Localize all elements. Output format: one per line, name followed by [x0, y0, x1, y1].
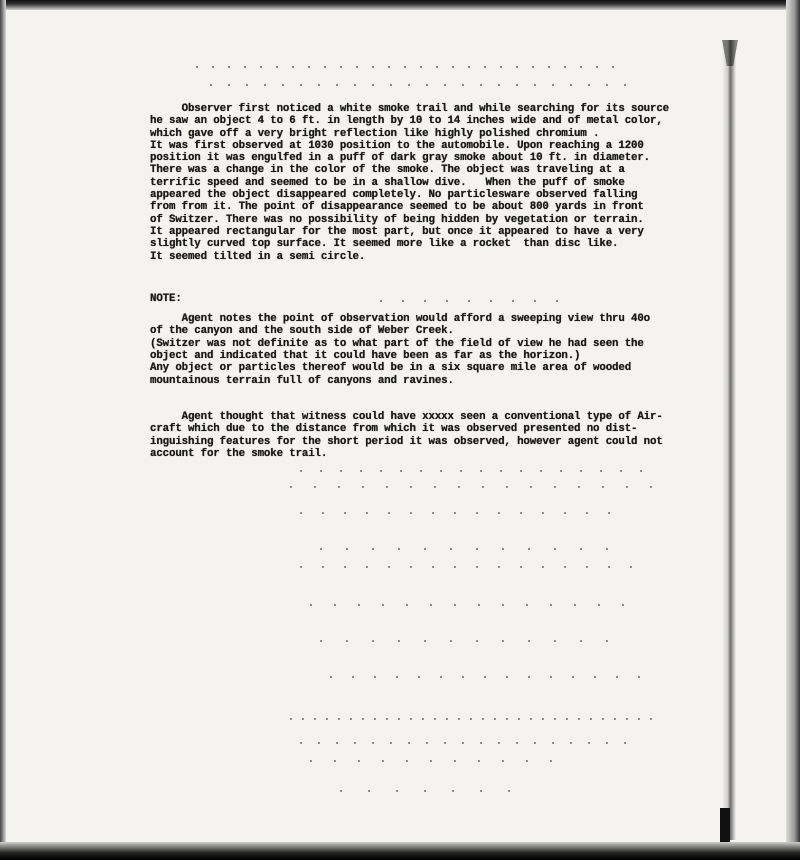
scan-speck [532, 66, 534, 68]
scan-speck [300, 742, 302, 744]
note-paragraph [150, 313, 690, 387]
scan-speck [598, 604, 600, 606]
scan-speck [210, 84, 212, 86]
scan-speck [602, 486, 604, 488]
scan-speck [350, 718, 352, 720]
scan-speck [490, 300, 492, 302]
scan-speck [374, 718, 376, 720]
scan-speck [390, 742, 392, 744]
scan-speck [408, 84, 410, 86]
scan-speck [326, 718, 328, 720]
scan-speck [386, 486, 388, 488]
scan-speck [622, 604, 624, 606]
scan-speck [338, 718, 340, 720]
scan-speck [612, 66, 614, 68]
scan-speck [440, 676, 442, 678]
scan-speck [330, 676, 332, 678]
scan-speck [426, 742, 428, 744]
scan-speck [480, 84, 482, 86]
text-line: terrific speed and seemed to be in a shallow dive. When the puff of smoke [150, 176, 625, 189]
scan-speck [650, 486, 652, 488]
scan-edge-top [0, 0, 800, 10]
scan-speck [564, 66, 566, 68]
scan-speck [516, 66, 518, 68]
scan-speck [620, 470, 622, 472]
scan-speck [444, 84, 446, 86]
scan-speck [320, 548, 322, 550]
text-line: (Switzer was not definite as to what part of the field of view he had seen the [150, 337, 644, 350]
scan-speck [478, 604, 480, 606]
scan-speck [334, 604, 336, 606]
scan-speck [580, 470, 582, 472]
scan-speck [430, 760, 432, 762]
scan-speck [426, 84, 428, 86]
scan-speck [404, 66, 406, 68]
scan-speck [358, 604, 360, 606]
scan-speck [336, 84, 338, 86]
scan-speck [432, 512, 434, 514]
text-line: of the canyon and the south side of Weber Creek. [150, 325, 454, 338]
scan-speck [300, 512, 302, 514]
scan-speck [308, 66, 310, 68]
scan-speck [554, 548, 556, 550]
scan-speck [528, 676, 530, 678]
scan-speck [630, 566, 632, 568]
scan-speck [500, 66, 502, 68]
scan-speck [480, 742, 482, 744]
scan-speck [314, 718, 316, 720]
scan-speck [408, 742, 410, 744]
scan-speck [462, 742, 464, 744]
scan-speck [450, 640, 452, 642]
scan-speck [594, 676, 596, 678]
scan-speck [314, 486, 316, 488]
scan-edge-right [786, 0, 800, 860]
scan-speck [502, 548, 504, 550]
scan-speck [196, 66, 198, 68]
scan-speck [606, 742, 608, 744]
scan-speck [484, 676, 486, 678]
scan-speck [626, 718, 628, 720]
scan-speck [476, 566, 478, 568]
text-line: of Switzer. There was no possibility of being hidden by vegetation or terrain. [150, 213, 644, 226]
scan-speck [398, 548, 400, 550]
scan-speck [302, 718, 304, 720]
text-line: There was a change in the color of the smoke. The object was traveling at a [150, 164, 625, 177]
scan-speck [410, 486, 412, 488]
scan-speck [498, 512, 500, 514]
scan-speck [320, 470, 322, 472]
scan-speck [600, 470, 602, 472]
scan-speck [388, 66, 390, 68]
scan-speck [530, 486, 532, 488]
scan-speck [572, 676, 574, 678]
scan-speck [468, 300, 470, 302]
scan-speck [588, 84, 590, 86]
scan-speck [586, 566, 588, 568]
scan-speck [476, 548, 478, 550]
scan-speck [264, 84, 266, 86]
scan-speck [470, 718, 472, 720]
scan-speck [624, 742, 626, 744]
scan-speck [518, 718, 520, 720]
scan-speck [516, 84, 518, 86]
scan-speck [596, 66, 598, 68]
scan-speck [372, 66, 374, 68]
scan-speck [424, 790, 426, 792]
scan-speck [336, 742, 338, 744]
scan-speck [212, 66, 214, 68]
scan-speck [500, 470, 502, 472]
scan-speck [366, 566, 368, 568]
scan-speck [410, 718, 412, 720]
scan-speck [360, 470, 362, 472]
scan-speck [458, 486, 460, 488]
scan-speck [516, 742, 518, 744]
scan-speck [372, 548, 374, 550]
scan-speck [344, 512, 346, 514]
scan-speck [260, 66, 262, 68]
scan-speck [626, 486, 628, 488]
scan-speck [340, 790, 342, 792]
scan-speck [372, 742, 374, 744]
scan-speck [366, 512, 368, 514]
scan-speck [542, 718, 544, 720]
scan-speck [324, 66, 326, 68]
scan-speck [580, 640, 582, 642]
scan-speck [530, 718, 532, 720]
scan-speck [434, 718, 436, 720]
scan-speck [554, 718, 556, 720]
scan-speck [454, 512, 456, 514]
scan-speck [282, 84, 284, 86]
scan-speck [624, 84, 626, 86]
scan-speck [606, 548, 608, 550]
scan-speck [534, 84, 536, 86]
scan-speck [390, 84, 392, 86]
scan-speck [322, 512, 324, 514]
scan-speck [398, 718, 400, 720]
scan-speck [608, 512, 610, 514]
scan-speck [374, 676, 376, 678]
scan-speck [484, 66, 486, 68]
scan-speck [566, 718, 568, 720]
scan-speck [554, 486, 556, 488]
scan-speck [420, 66, 422, 68]
scan-speck [540, 470, 542, 472]
scan-speck [344, 566, 346, 568]
scan-speck [480, 470, 482, 472]
scan-speck [300, 470, 302, 472]
scan-speck [406, 760, 408, 762]
report-text [150, 103, 690, 460]
scan-speck [462, 84, 464, 86]
scan-speck [444, 742, 446, 744]
scan-speck [356, 66, 358, 68]
scan-speck [552, 742, 554, 744]
scan-speck [372, 640, 374, 642]
scan-speck [400, 470, 402, 472]
scan-speck [320, 640, 322, 642]
scan-speck [380, 300, 382, 302]
scan-speck [586, 512, 588, 514]
scan-speck [548, 66, 550, 68]
scan-speck [346, 548, 348, 550]
scan-speck [228, 66, 230, 68]
scan-speck [564, 566, 566, 568]
scan-speck [362, 486, 364, 488]
scan-speck [290, 718, 292, 720]
scan-speck [340, 470, 342, 472]
scan-speck [520, 566, 522, 568]
text-line: he saw an object 4 to 6 ft. in length by 10 to 14 inches wide and of metal color, [150, 115, 663, 128]
scan-speck [506, 676, 508, 678]
scan-speck [318, 742, 320, 744]
scan-speck [424, 640, 426, 642]
scan-speck [638, 718, 640, 720]
scan-speck [388, 566, 390, 568]
scan-speck [434, 486, 436, 488]
scan-speck [580, 548, 582, 550]
scan-speck [424, 300, 426, 302]
scan-speck [458, 718, 460, 720]
scan-speck [508, 790, 510, 792]
scan-speck [290, 486, 292, 488]
scan-speck [564, 512, 566, 514]
scan-speck [528, 640, 530, 642]
observation-paragraph [150, 103, 690, 263]
scan-speck [406, 604, 408, 606]
text-line: It appeared rectangular for the most part, but once it appeared to have a very [150, 225, 644, 238]
scan-speck [446, 300, 448, 302]
scan-speck [590, 718, 592, 720]
scan-speck [534, 300, 536, 302]
scan-speck [498, 742, 500, 744]
scan-edge-left [0, 0, 6, 860]
scan-speck [542, 566, 544, 568]
scan-speck [352, 676, 354, 678]
scan-speck [228, 84, 230, 86]
scan-speck [396, 790, 398, 792]
scan-speck [502, 760, 504, 762]
scan-speck [462, 676, 464, 678]
scan-speck [410, 566, 412, 568]
scan-speck [452, 790, 454, 792]
scan-speck [502, 604, 504, 606]
scan-speck [574, 604, 576, 606]
scan-speck [398, 640, 400, 642]
scan-speck [244, 66, 246, 68]
scan-speck [388, 512, 390, 514]
text-line: Observer first noticed a white smoke trail and while searching for its source [150, 103, 669, 115]
text-line: craft which due to the distance from which it was observed presented no dist- [150, 423, 638, 436]
scan-speck [650, 718, 652, 720]
scan-speck [460, 470, 462, 472]
scan-speck [476, 640, 478, 642]
scan-speck [368, 790, 370, 792]
text-line: slightly curved top surface. It seemed more like a rocket than disc like. [150, 238, 619, 251]
scan-speck [608, 566, 610, 568]
scan-speck [454, 566, 456, 568]
text-line: which gave off a very bright reflection like highly polished chromium . [150, 127, 600, 140]
scan-speck [506, 486, 508, 488]
scan-speck [506, 718, 508, 720]
scan-speck [602, 718, 604, 720]
scan-speck [292, 66, 294, 68]
scan-speck [578, 718, 580, 720]
text-line: account for the smoke trail. [150, 447, 328, 460]
scan-speck [560, 470, 562, 472]
scan-speck [410, 512, 412, 514]
text-line: Agent thought that witness could have xxxxx seen a conventional type of Air- [150, 410, 663, 423]
scan-speck [318, 84, 320, 86]
scan-speck [440, 470, 442, 472]
scan-speck [534, 742, 536, 744]
scan-speck [550, 604, 552, 606]
scan-speck [346, 640, 348, 642]
scan-speck [436, 66, 438, 68]
text-line: mountainous terrain full of canyons and ravines. [150, 374, 454, 387]
scan-speck [424, 548, 426, 550]
scan-speck [402, 300, 404, 302]
scan-speck [338, 486, 340, 488]
scan-speck [476, 512, 478, 514]
scan-speck [550, 760, 552, 762]
note-heading: NOTE: [150, 292, 182, 305]
scan-speck [638, 676, 640, 678]
text-line: object and indicated that it could have been as far as the horizon.) [150, 350, 581, 363]
scan-speck [498, 84, 500, 86]
scan-speck [420, 470, 422, 472]
scan-speck [310, 760, 312, 762]
scan-speck [380, 470, 382, 472]
scan-speck [322, 566, 324, 568]
scan-speck [588, 742, 590, 744]
scan-speck [454, 604, 456, 606]
text-line: from from it. The point of disappearance seemed to be about 800 yards in front [150, 201, 644, 214]
scan-speck [550, 676, 552, 678]
scan-speck [554, 640, 556, 642]
scan-speck [354, 742, 356, 744]
scan-speck [498, 566, 500, 568]
scan-speck [382, 604, 384, 606]
scan-speck [430, 604, 432, 606]
scan-speck [354, 84, 356, 86]
scan-speck [640, 470, 642, 472]
scan-speck [276, 66, 278, 68]
scan-speck [570, 84, 572, 86]
text-line: inguishing features for the short period it was observed, however agent could not [150, 435, 663, 448]
scan-speck [246, 84, 248, 86]
scan-speck [520, 470, 522, 472]
scan-speck [372, 84, 374, 86]
scan-speck [300, 84, 302, 86]
scan-speck [386, 718, 388, 720]
scan-speck [450, 548, 452, 550]
scan-speck [418, 676, 420, 678]
scan-speck [422, 718, 424, 720]
scan-speck [482, 486, 484, 488]
scan-speck [526, 604, 528, 606]
scan-edge-bottom [0, 842, 800, 860]
scan-speck [528, 548, 530, 550]
scan-speck [446, 718, 448, 720]
text-line: Any object or particles thereof would be in a six square mile area of wooded [150, 362, 632, 375]
scan-speck [570, 742, 572, 744]
scan-mark [720, 808, 730, 842]
scan-speck [520, 512, 522, 514]
scan-speck [468, 66, 470, 68]
scan-speck [432, 566, 434, 568]
scan-speck [340, 66, 342, 68]
scan-speck [616, 676, 618, 678]
scan-speck [614, 718, 616, 720]
scan-speck [580, 66, 582, 68]
agent-assessment-paragraph [150, 411, 690, 460]
scan-speck [452, 66, 454, 68]
scan-speck [494, 718, 496, 720]
scan-speck [502, 640, 504, 642]
scan-speck [556, 300, 558, 302]
scan-speck [454, 760, 456, 762]
scan-speck [512, 300, 514, 302]
scan-speck [542, 512, 544, 514]
scan-speck [482, 718, 484, 720]
scan-speck [478, 760, 480, 762]
scan-speck [606, 84, 608, 86]
scan-speck [606, 640, 608, 642]
scan-speck [396, 676, 398, 678]
scan-speck [526, 760, 528, 762]
scan-speck [300, 566, 302, 568]
scan-streak [722, 40, 736, 840]
scan-speck [578, 486, 580, 488]
text-line: Agent notes the point of observation would afford a sweeping view thru 40o [150, 313, 651, 326]
text-line: It was first observed at 1030 position to the automobile. Upon reaching a 1200 [150, 139, 644, 152]
scan-speck [358, 760, 360, 762]
text-line: It seemed tilted in a semi circle. [150, 250, 366, 263]
scan-speck [382, 760, 384, 762]
scan-speck [480, 790, 482, 792]
scan-speck [334, 760, 336, 762]
scan-speck [310, 604, 312, 606]
text-line: appeared the object disappeared completely. No particlesware observed falling [150, 189, 638, 202]
text-line: position it was engulfed in a puff of dark gray smoke about 10 ft. in diameter. [150, 152, 651, 165]
scan-speck [362, 718, 364, 720]
scan-speck [552, 84, 554, 86]
